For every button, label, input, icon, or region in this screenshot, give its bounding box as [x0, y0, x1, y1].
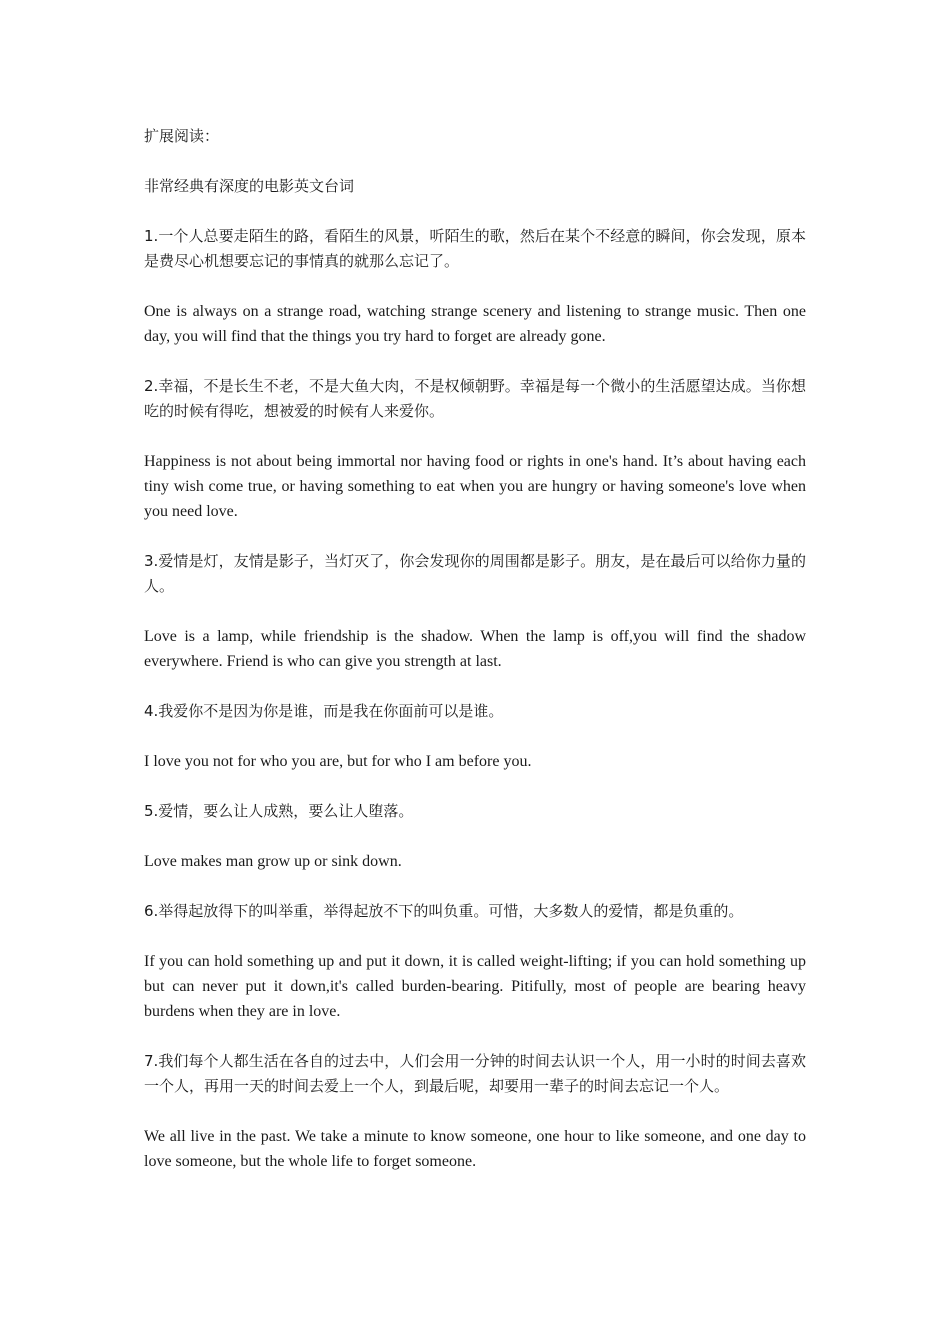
quote-3-zh: 3.爱情是灯，友情是影子，当灯灭了，你会发现你的周围都是影子。朋友，是在最后可以给你力量的人。	[144, 552, 806, 595]
quote-1-en: One is always on a strange road, watching strange scenery and listening to strange music. Then one day, you will find that the things you try hard to forget are already gone.	[144, 303, 806, 345]
quote-6-en: If you can hold something up and put it down, it is called weight-lifting; if you can hold something up but can never put it down,it's called burden-bearing. Pitifully, most of people are bearing heavy burdens when they are in love.	[144, 953, 806, 1020]
quote-1-zh: 1.一个人总要走陌生的路，看陌生的风景，听陌生的歌，然后在某个不经意的瞬间，你会发现，原本是费尽心机想要忘记的事情真的就那么忘记了。	[144, 227, 806, 270]
quote-2-en: Happiness is not about being immortal nor having food or rights in one's hand. It’s about having each tiny wish come true, or having something to eat when you are hungry or having someone's love when you need love.	[144, 453, 806, 520]
quote-7-zh: 7.我们每个人都生活在各自的过去中，人们会用一分钟的时间去认识一个人，用一小时的时间去喜欢一个人，再用一天的时间去爱上一个人，到最后呢，却要用一辈子的时间去忘记一个人。	[144, 1052, 806, 1095]
quote-4-zh: 4.我爱你不是因为你是谁，而是我在你面前可以是谁。	[144, 702, 504, 720]
document-title: 非常经典有深度的电影英文台词	[144, 177, 355, 195]
quote-2-zh: 2.幸福，不是长生不老，不是大鱼大肉，不是权倾朝野。幸福是每一个微小的生活愿望达成。当你想吃的时候有得吃，想被爱的时候有人来爱你。	[144, 377, 806, 420]
extended-reading-label: 扩展阅读：	[144, 127, 220, 145]
quote-4-en: I love you not for who you are, but for who I am before you.	[144, 753, 532, 770]
quote-5-en: Love makes man grow up or sink down.	[144, 853, 402, 870]
quote-7-en: We all live in the past. We take a minute to know someone, one hour to like someone, and one day to love someone, but the whole life to forget someone.	[144, 1128, 806, 1170]
quote-3-en: Love is a lamp, while friendship is the shadow. When the lamp is off,you will find the shadow everywhere. Friend is who can give you strength at last.	[144, 628, 806, 670]
quote-6-zh: 6.举得起放得下的叫举重，举得起放不下的叫负重。可惜，大多数人的爱情，都是负重的。	[144, 902, 744, 920]
quote-5-zh: 5.爱情，要么让人成熟，要么让人堕落。	[144, 802, 414, 820]
document-body	[144, 124, 806, 1199]
